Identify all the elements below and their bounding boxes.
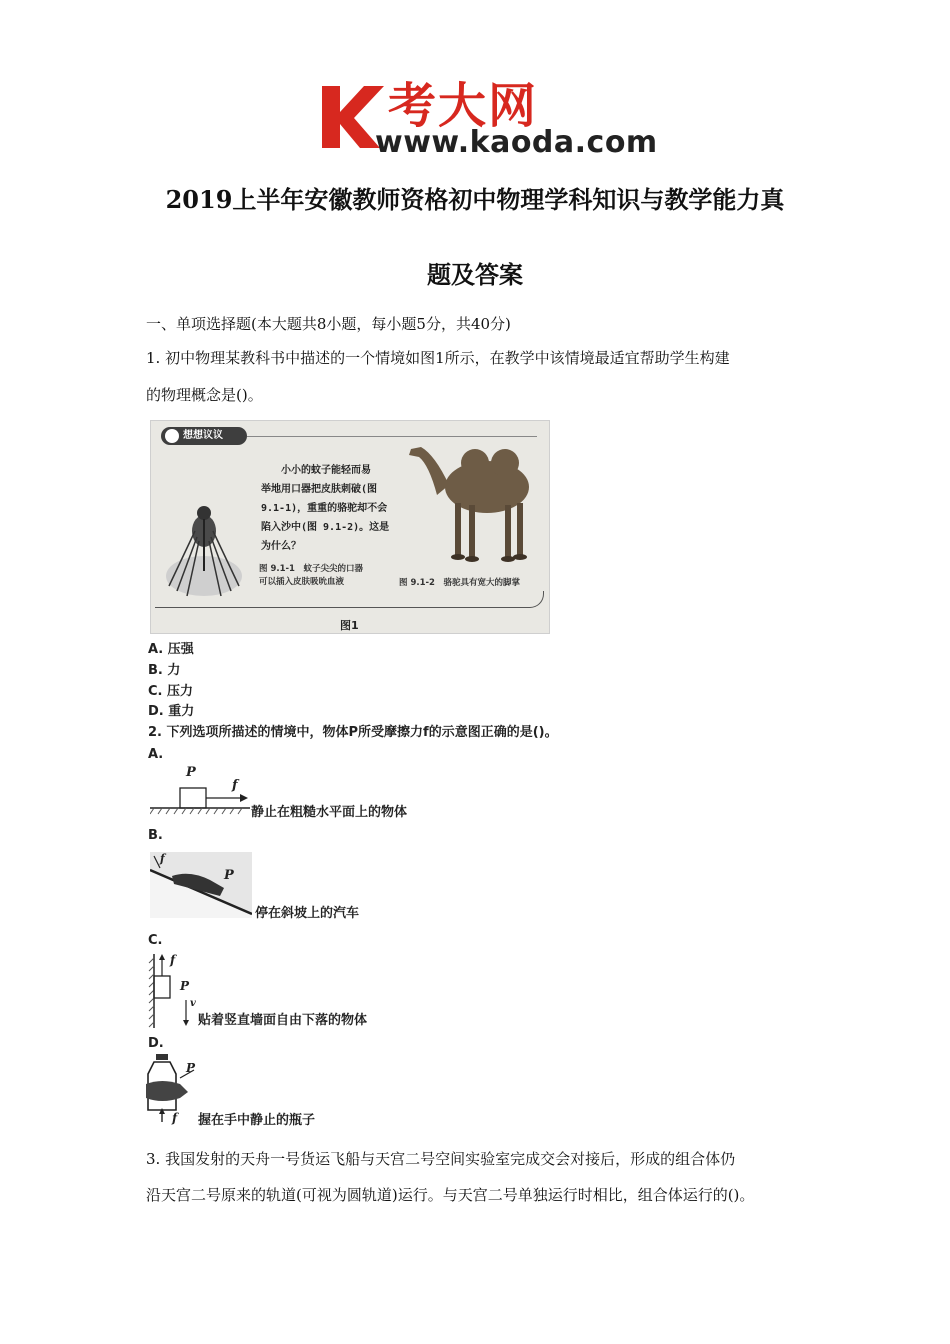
q2-b-symbol-f: f: [160, 852, 165, 865]
q2-c-symbol-v: v: [190, 998, 196, 1009]
q2-a-symbol-p: P: [186, 765, 196, 780]
q1-option-c[interactable]: C. 压力: [148, 684, 194, 699]
q2-stem: 2. 下列选项所描述的情境中，物体P所受摩擦力f的示意图正确的是()。: [148, 725, 558, 740]
q2-option-a-label[interactable]: A.: [148, 747, 164, 762]
q3-stem-line1: 3. 我国发射的天舟一号货运飞船与天宫二号空间实验室完成交会对接后，形成的组合体仍: [146, 1150, 736, 1168]
logo-url[interactable]: www.kaoda.com: [375, 125, 658, 160]
page-title-line1: 2019上半年安徽教师资格初中物理学科知识与教学能力真: [165, 185, 785, 214]
section-heading: 一、单项选择题(本大题共8小题，每小题5分，共40分): [146, 315, 511, 333]
q2-c-caption: 贴着竖直墙面自由下落的物体: [198, 1013, 368, 1028]
q2-d-caption: 握在手中静止的瓶子: [198, 1113, 316, 1128]
q1-option-a[interactable]: A. 压强: [148, 642, 194, 657]
q2-c-symbol-p: P: [180, 979, 190, 993]
camel-image: [401, 425, 547, 575]
discussion-icon: [165, 429, 179, 443]
figure-text-line: 9.1-1)，重重的骆驼却不会: [261, 503, 388, 514]
figure-text-line: 小小的蚊子能轻而易: [281, 465, 371, 476]
q1-stem-line2: 的物理概念是()。: [146, 386, 263, 404]
q2-d-symbol-p: P: [186, 1061, 196, 1075]
q2-diagram-b: [150, 852, 252, 918]
page-title-line2: 题及答案: [427, 260, 523, 289]
q2-option-d-label[interactable]: D.: [148, 1036, 164, 1051]
mosquito-image: [159, 491, 249, 601]
q2-a-caption: 静止在粗糙水平面上的物体: [251, 805, 408, 820]
figure-caption-left-1: 图 9.1-1 蚊子尖尖的口器: [259, 564, 363, 574]
q2-option-b-label[interactable]: B.: [148, 828, 163, 843]
q2-b-caption: 停在斜坡上的汽车: [255, 906, 360, 921]
figure-caption-left-2: 可以插入皮肤吸吮血液: [259, 577, 345, 587]
q2-c-symbol-f: f: [170, 953, 176, 967]
figure-header-text: 想想议议: [183, 430, 223, 441]
figure-caption-right: 图 9.1-2 骆驼具有宽大的脚掌: [399, 578, 520, 588]
figure-1: [150, 420, 550, 634]
logo-brand-text: 考大网: [388, 78, 539, 134]
q1-stem-line1: 1. 初中物理某教科书中描述的一个情境如图1所示，在教学中该情境最适宜帮助学生构建: [146, 349, 730, 367]
figure-text-line: 陷入沙中(图 9.1-2)。这是: [261, 522, 390, 533]
q2-option-c-label[interactable]: C.: [148, 933, 163, 948]
q1-option-d[interactable]: D. 重力: [148, 704, 195, 719]
figure-1-label: 图1: [340, 619, 359, 632]
figure-text-line: 为什么？: [261, 541, 301, 552]
q2-diagram-a: [150, 764, 250, 824]
q1-option-b[interactable]: B. 力: [148, 663, 181, 678]
q2-a-symbol-f: f: [232, 778, 238, 793]
q2-d-symbol-f: f: [172, 1111, 178, 1125]
figure-text-line: 举地用口器把皮肤刺破(图: [261, 484, 378, 495]
q3-stem-line2: 沿天宫二号原来的轨道(可视为圆轨道)运行。与天宫二号单独运行时相比，组合体运行的()。: [146, 1186, 755, 1204]
q2-b-symbol-p: P: [224, 868, 234, 883]
figure-bottom-border: [155, 591, 544, 608]
